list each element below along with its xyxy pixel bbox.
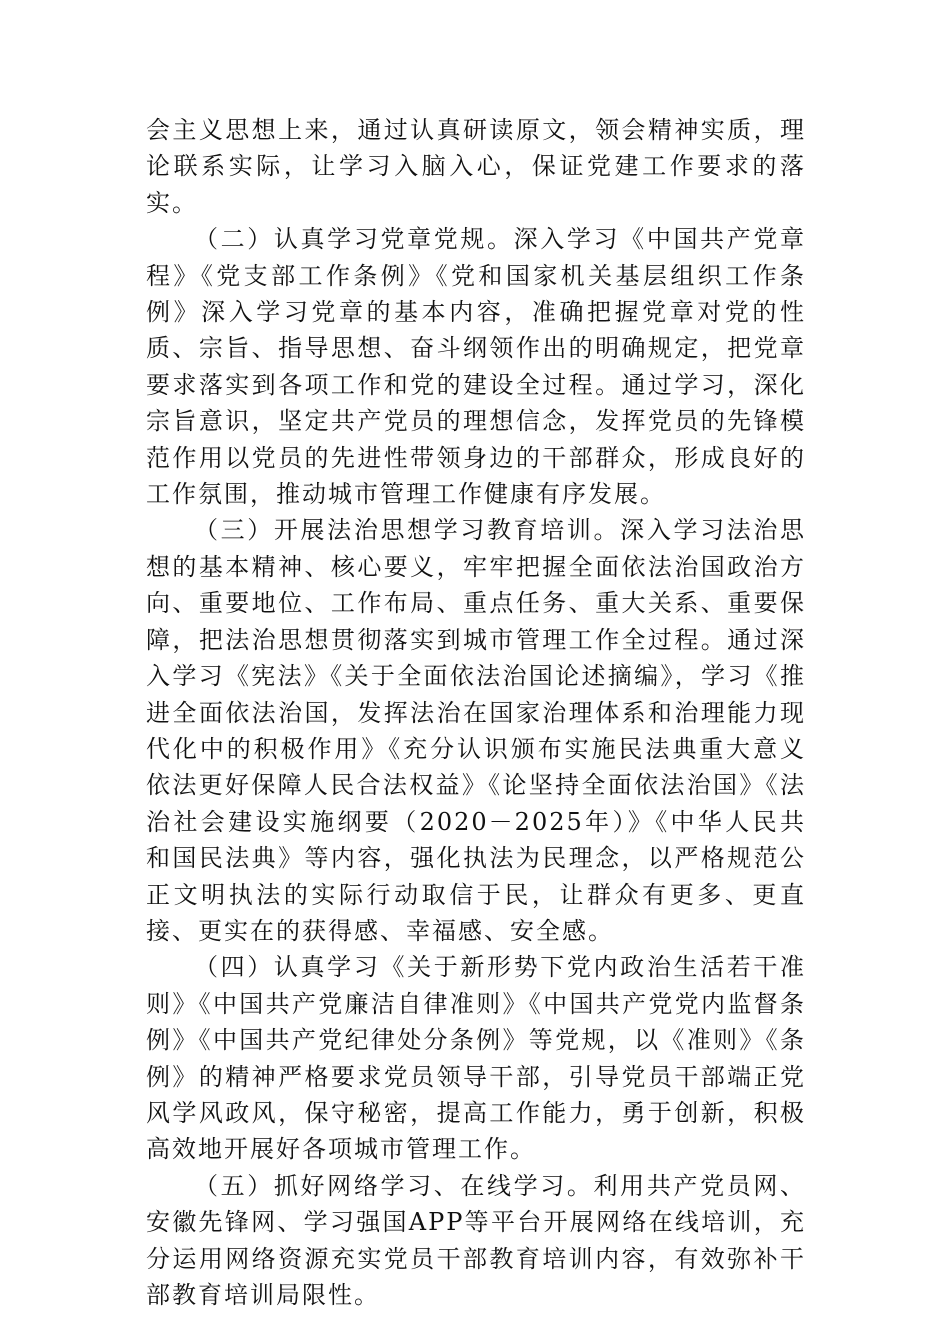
paragraph-4-party-regulations: （四）认真学习《关于新形势下党内政治生活若干准则》《中国共产党廉洁自律准则》《中国共产党党内监督条例》《中国共产党纪律处分条例》等党规，以《准则》《条例》的精神严格要求党员领导干部，引导党员干部端正党风学风政风，保守秘密，提高工作能力，勇于创新，积极高效地开展好各项城市管理工作。 [146, 953, 806, 1164]
paragraph-5-online-learning: （五）抓好网络学习、在线学习。利用共产党员网、安徽先锋网、学习强国APP等平台开展网络在线培训，充分运用网络资源充实党员干部教育培训内容，有效弥补干部教育培训局限性。 [146, 1171, 806, 1309]
paragraph-3-rule-of-law: （三）开展法治思想学习教育培训。深入学习法治思想的基本精神、核心要义，牢牢把握全面依法治国政治方向、重要地位、工作布局、重点任务、重大关系、重要保障，把法治思想贯彻落实到城市管理工作全过程。通过深入学习《宪法》《关于全面依法治国论述摘编》，学习《推进全面依法治国，发挥法治在国家治理体系和治理能力现代化中的积极作用》《充分认识颁布实施民法典重大意义依法更好保障人民合法权益》《论坚持全面依法治国》《法治社会建设实施纲要（2020－2025年）》《中华人民共和国民法典》等内容，强化执法为民理念，以严格规范公正文明执法的实际行动取信于民，让群众有更多、更直接、更实在的获得感、幸福感、安全感。 [146, 516, 806, 945]
paragraph-continuation: 会主义思想上来，通过认真研读原文，领会精神实质，理论联系实际，让学习入脑入心，保证党建工作要求的落实。 [146, 116, 806, 217]
paragraph-2-party-constitution: （二）认真学习党章党规。深入学习《中国共产党章程》《党支部工作条例》《党和国家机关基层组织工作条例》深入学习党章的基本内容，准确把握党章对党的性质、宗旨、指导思想、奋斗纲领作出的明确规定，把党章要求落实到各项工作和党的建设全过程。通过学习，深化宗旨意识，坚定共产党员的理想信念，发挥党员的先锋模范作用以党员的先进性带领身边的干部群众，形成良好的工作氛围，推动城市管理工作健康有序发展。 [146, 225, 806, 509]
document-body [146, 112, 806, 1313]
